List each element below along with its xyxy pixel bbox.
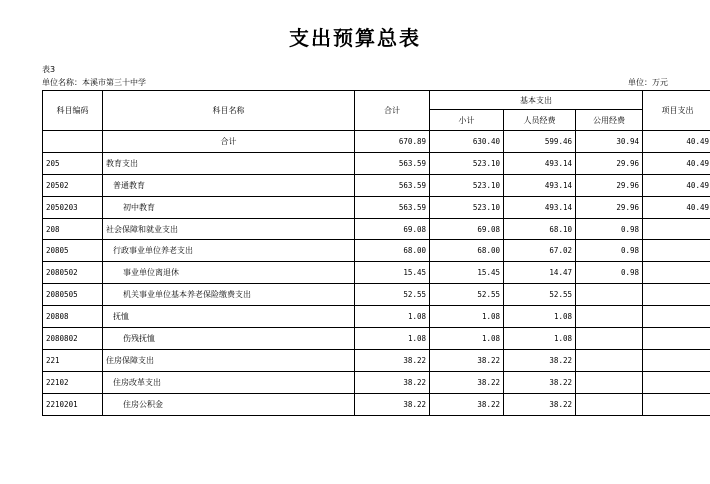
header-code: 科目编码 [43, 91, 103, 131]
cell-public: 0.98 [576, 240, 643, 262]
cell-subtotal: 15.45 [430, 262, 504, 284]
cell-name: 合计 [103, 131, 355, 153]
cell-project [643, 371, 710, 393]
cell-code: 2210201 [43, 393, 103, 415]
cell-project [643, 284, 710, 306]
cell-project [643, 349, 710, 371]
cell-project [643, 218, 710, 240]
header-project: 项目支出 [643, 91, 710, 131]
cell-public: 0.98 [576, 218, 643, 240]
unit-name: 单位名称：本溪市第三十中学 [42, 78, 146, 87]
cell-personnel: 38.22 [504, 349, 576, 371]
cell-code: 2080502 [43, 262, 103, 284]
table-row [43, 218, 710, 240]
cell-personnel: 493.14 [504, 152, 576, 174]
cell-personnel: 68.10 [504, 218, 576, 240]
cell-public: 29.96 [576, 196, 643, 218]
cell-public [576, 284, 643, 306]
cell-personnel: 599.46 [504, 131, 576, 153]
cell-total: 563.59 [355, 196, 430, 218]
cell-project [643, 240, 710, 262]
cell-subtotal: 38.22 [430, 393, 504, 415]
cell-code: 20808 [43, 306, 103, 328]
table-row [43, 196, 710, 218]
cell-name: 伤残抚恤 [103, 328, 355, 350]
cell-code: 20805 [43, 240, 103, 262]
cell-subtotal: 1.08 [430, 306, 504, 328]
table-row [43, 174, 710, 196]
table-row [43, 284, 710, 306]
cell-subtotal: 1.08 [430, 328, 504, 350]
cell-total: 38.22 [355, 393, 430, 415]
cell-name: 住房保障支出 [103, 349, 355, 371]
cell-subtotal: 523.10 [430, 174, 504, 196]
header-total: 合计 [355, 91, 430, 131]
table-number: 表3 [42, 65, 56, 74]
table-row [43, 131, 710, 153]
cell-public: 30.94 [576, 131, 643, 153]
cell-total: 52.55 [355, 284, 430, 306]
cell-subtotal: 630.40 [430, 131, 504, 153]
cell-code: 208 [43, 218, 103, 240]
cell-total: 15.45 [355, 262, 430, 284]
cell-name: 机关事业单位基本养老保险缴费支出 [103, 284, 355, 306]
cell-total: 563.59 [355, 174, 430, 196]
cell-personnel: 38.22 [504, 371, 576, 393]
table-row [43, 262, 710, 284]
table-row [43, 393, 710, 415]
cell-personnel: 38.22 [504, 393, 576, 415]
cell-code: 2080802 [43, 328, 103, 350]
cell-total: 670.89 [355, 131, 430, 153]
cell-project [643, 306, 710, 328]
table-row [43, 152, 710, 174]
cell-project: 40.49 [643, 131, 710, 153]
cell-subtotal: 68.00 [430, 240, 504, 262]
page-title: 支出预算总表 [289, 26, 421, 50]
cell-name: 住房改革支出 [103, 371, 355, 393]
cell-public [576, 306, 643, 328]
cell-personnel: 14.47 [504, 262, 576, 284]
budget-table [42, 90, 710, 416]
cell-total: 38.22 [355, 371, 430, 393]
cell-personnel: 67.02 [504, 240, 576, 262]
cell-total: 1.08 [355, 306, 430, 328]
cell-public: 29.96 [576, 152, 643, 174]
cell-personnel: 1.08 [504, 328, 576, 350]
cell-project [643, 328, 710, 350]
cell-total: 563.59 [355, 152, 430, 174]
cell-public [576, 393, 643, 415]
cell-project: 40.49 [643, 174, 710, 196]
cell-project [643, 393, 710, 415]
cell-public [576, 371, 643, 393]
table-row [43, 240, 710, 262]
header-personnel: 人员经费 [504, 110, 576, 131]
cell-total: 1.08 [355, 328, 430, 350]
cell-code: 22102 [43, 371, 103, 393]
cell-code [43, 131, 103, 153]
cell-project [643, 262, 710, 284]
cell-code: 2050203 [43, 196, 103, 218]
cell-subtotal: 38.22 [430, 349, 504, 371]
cell-public [576, 349, 643, 371]
header-basic: 基本支出 [430, 91, 643, 110]
cell-name: 教育支出 [103, 152, 355, 174]
table-row [43, 328, 710, 350]
cell-personnel: 493.14 [504, 174, 576, 196]
cell-subtotal: 523.10 [430, 152, 504, 174]
cell-total: 68.00 [355, 240, 430, 262]
cell-personnel: 52.55 [504, 284, 576, 306]
cell-name: 抚恤 [103, 306, 355, 328]
cell-public [576, 328, 643, 350]
cell-subtotal: 52.55 [430, 284, 504, 306]
cell-name: 事业单位离退休 [103, 262, 355, 284]
cell-public: 0.98 [576, 262, 643, 284]
cell-project: 40.49 [643, 152, 710, 174]
cell-code: 221 [43, 349, 103, 371]
cell-total: 69.08 [355, 218, 430, 240]
cell-public: 29.96 [576, 174, 643, 196]
cell-total: 38.22 [355, 349, 430, 371]
cell-code: 205 [43, 152, 103, 174]
table-row [43, 371, 710, 393]
cell-subtotal: 38.22 [430, 371, 504, 393]
cell-subtotal: 69.08 [430, 218, 504, 240]
cell-name: 初中教育 [103, 196, 355, 218]
header-subtotal: 小计 [430, 110, 504, 131]
table-row [43, 349, 710, 371]
header-public: 公用经费 [576, 110, 643, 131]
cell-code: 2080505 [43, 284, 103, 306]
cell-personnel: 493.14 [504, 196, 576, 218]
header-name: 科目名称 [103, 91, 355, 131]
cell-personnel: 1.08 [504, 306, 576, 328]
table-row [43, 306, 710, 328]
cell-name: 普通教育 [103, 174, 355, 196]
cell-code: 20502 [43, 174, 103, 196]
currency-unit: 单位：万元 [628, 78, 668, 87]
cell-subtotal: 523.10 [430, 196, 504, 218]
cell-name: 社会保障和就业支出 [103, 218, 355, 240]
table-body [43, 131, 710, 416]
cell-name: 住房公积金 [103, 393, 355, 415]
cell-name: 行政事业单位养老支出 [103, 240, 355, 262]
cell-project: 40.49 [643, 196, 710, 218]
